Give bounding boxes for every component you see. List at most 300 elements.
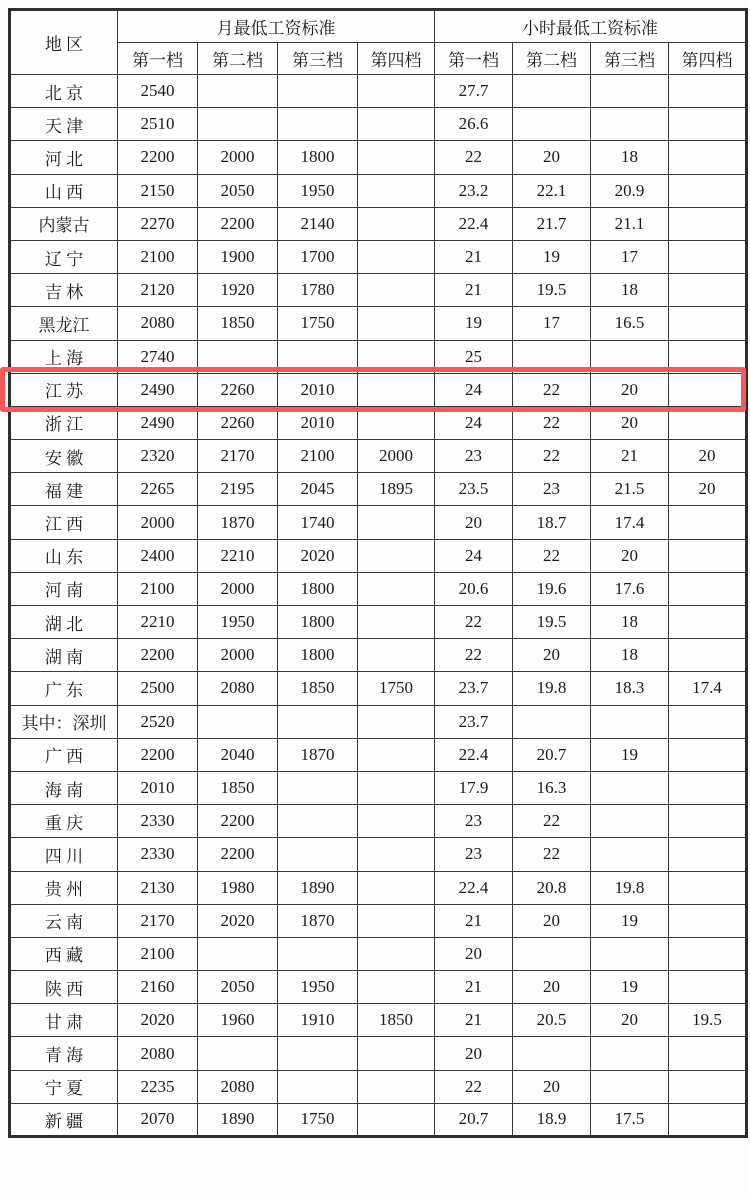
monthly-tier-3-cell: 2020: [278, 539, 358, 572]
hourly-tier-2-cell: 20: [513, 971, 591, 1004]
monthly-tier-4-cell: [358, 75, 435, 108]
monthly-tier-2-cell: 1890: [198, 1103, 278, 1136]
monthly-tier-1-cell: 2200: [118, 738, 198, 771]
table-row: [10, 240, 747, 273]
region-cell: 青 海: [10, 1037, 118, 1070]
hourly-tier-1-cell: 22.4: [435, 871, 513, 904]
hourly-tier-1-cell: 23.7: [435, 672, 513, 705]
region-cell: 河 南: [10, 572, 118, 605]
hourly-tier-1-cell: 24: [435, 539, 513, 572]
hourly-tier-1-cell: 21: [435, 904, 513, 937]
hourly-tier-2-cell: 22: [513, 838, 591, 871]
table-row: [10, 274, 747, 307]
hourly-tier-1-cell: 22.4: [435, 207, 513, 240]
hourly-tier-1-cell: 20: [435, 1037, 513, 1070]
hourly-tier-2-cell: 20.8: [513, 871, 591, 904]
monthly-tier-3-cell: [278, 75, 358, 108]
header-hourly-group: 小时最低工资标准: [435, 10, 747, 43]
hourly-tier-4-cell: [669, 838, 747, 871]
monthly-tier-1-cell: 2330: [118, 805, 198, 838]
hourly-tier-1-cell: 21: [435, 240, 513, 273]
region-cell: 重 庆: [10, 805, 118, 838]
monthly-tier-4-cell: 1850: [358, 1004, 435, 1037]
monthly-tier-1-cell: 2170: [118, 904, 198, 937]
hourly-tier-3-cell: 17.5: [591, 1103, 669, 1136]
monthly-tier-2-cell: 2050: [198, 174, 278, 207]
hourly-tier-4-cell: [669, 240, 747, 273]
monthly-tier-3-cell: 1800: [278, 606, 358, 639]
hourly-tier-2-cell: 17: [513, 307, 591, 340]
region-cell: 云 南: [10, 904, 118, 937]
region-cell: 新 疆: [10, 1103, 118, 1136]
hourly-tier-4-cell: [669, 207, 747, 240]
hourly-tier-2-cell: 22: [513, 440, 591, 473]
monthly-tier-3-cell: 1780: [278, 274, 358, 307]
monthly-tier-4-cell: [358, 838, 435, 871]
monthly-tier-4-cell: [358, 904, 435, 937]
region-cell: 吉 林: [10, 274, 118, 307]
monthly-tier-3-cell: 2010: [278, 373, 358, 406]
hourly-tier-4-cell: [669, 871, 747, 904]
monthly-tier-1-cell: 2200: [118, 141, 198, 174]
hourly-tier-4-cell: [669, 75, 747, 108]
monthly-tier-4-cell: [358, 240, 435, 273]
region-cell: 四 川: [10, 838, 118, 871]
monthly-tier-3-cell: 1750: [278, 1103, 358, 1136]
hourly-tier-2-cell: 19.6: [513, 572, 591, 605]
hourly-tier-4-cell: [669, 572, 747, 605]
monthly-tier-4-cell: [358, 141, 435, 174]
header-hourly-tier-2: 第二档: [513, 43, 591, 75]
hourly-tier-4-cell: [669, 606, 747, 639]
hourly-tier-2-cell: [513, 937, 591, 970]
hourly-tier-2-cell: 20: [513, 1070, 591, 1103]
region-cell: 海 南: [10, 771, 118, 804]
hourly-tier-3-cell: 20: [591, 406, 669, 439]
header-monthly-tier-4: 第四档: [358, 43, 435, 75]
table-row: [10, 1037, 747, 1070]
header-hourly-tier-4: 第四档: [669, 43, 747, 75]
minimum-wage-table: [8, 8, 748, 1138]
monthly-tier-3-cell: 2010: [278, 406, 358, 439]
hourly-tier-3-cell: [591, 1037, 669, 1070]
table-row: [10, 971, 747, 1004]
hourly-tier-4-cell: [669, 971, 747, 1004]
header-monthly-tier-3: 第三档: [278, 43, 358, 75]
monthly-tier-2-cell: 2210: [198, 539, 278, 572]
table-row: [10, 440, 747, 473]
table-row: [10, 871, 747, 904]
table-row: [10, 506, 747, 539]
region-cell: 广 西: [10, 738, 118, 771]
table-row: [10, 805, 747, 838]
monthly-tier-3-cell: [278, 838, 358, 871]
table-row: [10, 373, 747, 406]
header-monthly-group: 月最低工资标准: [118, 10, 435, 43]
monthly-tier-3-cell: 1800: [278, 141, 358, 174]
hourly-tier-2-cell: 20: [513, 904, 591, 937]
monthly-tier-1-cell: 2320: [118, 440, 198, 473]
monthly-tier-2-cell: 2260: [198, 406, 278, 439]
monthly-tier-4-cell: [358, 108, 435, 141]
monthly-tier-1-cell: 2210: [118, 606, 198, 639]
hourly-tier-3-cell: [591, 838, 669, 871]
table-row: [10, 406, 747, 439]
hourly-tier-4-cell: [669, 904, 747, 937]
monthly-tier-4-cell: [358, 1037, 435, 1070]
monthly-tier-1-cell: 2490: [118, 406, 198, 439]
monthly-tier-4-cell: [358, 406, 435, 439]
hourly-tier-1-cell: 24: [435, 373, 513, 406]
hourly-tier-1-cell: 22: [435, 639, 513, 672]
table-row: [10, 639, 747, 672]
header-region: 地 区: [10, 10, 118, 75]
monthly-tier-2-cell: 2195: [198, 473, 278, 506]
hourly-tier-1-cell: 24: [435, 406, 513, 439]
hourly-tier-1-cell: 26.6: [435, 108, 513, 141]
monthly-tier-2-cell: [198, 340, 278, 373]
table-row: [10, 539, 747, 572]
region-cell: 黑龙江: [10, 307, 118, 340]
monthly-tier-3-cell: 2045: [278, 473, 358, 506]
monthly-tier-2-cell: 2050: [198, 971, 278, 1004]
hourly-tier-2-cell: 18.7: [513, 506, 591, 539]
hourly-tier-2-cell: 20.5: [513, 1004, 591, 1037]
hourly-tier-3-cell: 17.6: [591, 572, 669, 605]
table-row: [10, 672, 747, 705]
monthly-tier-1-cell: 2000: [118, 506, 198, 539]
region-cell: 上 海: [10, 340, 118, 373]
hourly-tier-3-cell: [591, 1070, 669, 1103]
table-row: [10, 207, 747, 240]
hourly-tier-2-cell: 22: [513, 406, 591, 439]
monthly-tier-3-cell: 1800: [278, 639, 358, 672]
monthly-tier-1-cell: 2080: [118, 1037, 198, 1070]
monthly-tier-3-cell: 1750: [278, 307, 358, 340]
hourly-tier-1-cell: 22: [435, 141, 513, 174]
hourly-tier-2-cell: 20: [513, 639, 591, 672]
monthly-tier-3-cell: [278, 705, 358, 738]
monthly-tier-4-cell: [358, 639, 435, 672]
monthly-tier-4-cell: [358, 1070, 435, 1103]
hourly-tier-4-cell: [669, 1103, 747, 1136]
monthly-tier-3-cell: [278, 340, 358, 373]
monthly-tier-4-cell: [358, 705, 435, 738]
monthly-tier-1-cell: 2235: [118, 1070, 198, 1103]
hourly-tier-2-cell: [513, 705, 591, 738]
region-cell: 甘 肃: [10, 1004, 118, 1037]
hourly-tier-1-cell: 22: [435, 606, 513, 639]
monthly-tier-2-cell: 1950: [198, 606, 278, 639]
monthly-tier-1-cell: 2010: [118, 771, 198, 804]
monthly-tier-2-cell: 2000: [198, 572, 278, 605]
hourly-tier-2-cell: 22: [513, 373, 591, 406]
monthly-tier-4-cell: [358, 373, 435, 406]
region-cell: 湖 南: [10, 639, 118, 672]
table-row: [10, 606, 747, 639]
monthly-tier-1-cell: 2200: [118, 639, 198, 672]
region-cell: 其中：深圳: [10, 705, 118, 738]
hourly-tier-1-cell: 27.7: [435, 75, 513, 108]
monthly-tier-3-cell: [278, 805, 358, 838]
monthly-tier-4-cell: 1750: [358, 672, 435, 705]
hourly-tier-3-cell: 19: [591, 971, 669, 1004]
table-row: [10, 572, 747, 605]
monthly-tier-1-cell: 2400: [118, 539, 198, 572]
monthly-tier-1-cell: 2100: [118, 240, 198, 273]
hourly-tier-2-cell: [513, 340, 591, 373]
monthly-tier-2-cell: 1920: [198, 274, 278, 307]
monthly-tier-2-cell: [198, 108, 278, 141]
monthly-tier-4-cell: [358, 771, 435, 804]
hourly-tier-1-cell: 20.7: [435, 1103, 513, 1136]
hourly-tier-1-cell: 20: [435, 937, 513, 970]
monthly-tier-4-cell: 1895: [358, 473, 435, 506]
region-cell: 河 北: [10, 141, 118, 174]
hourly-tier-1-cell: 19: [435, 307, 513, 340]
region-cell: 安 徽: [10, 440, 118, 473]
monthly-tier-4-cell: [358, 307, 435, 340]
monthly-tier-1-cell: 2500: [118, 672, 198, 705]
hourly-tier-4-cell: [669, 805, 747, 838]
monthly-tier-2-cell: [198, 705, 278, 738]
table-row: [10, 307, 747, 340]
table-row: [10, 937, 747, 970]
monthly-tier-2-cell: 2200: [198, 805, 278, 838]
hourly-tier-1-cell: 20.6: [435, 572, 513, 605]
hourly-tier-3-cell: 20: [591, 539, 669, 572]
hourly-tier-1-cell: 21: [435, 274, 513, 307]
hourly-tier-4-cell: [669, 406, 747, 439]
hourly-tier-2-cell: 23: [513, 473, 591, 506]
table-row: [10, 141, 747, 174]
header-monthly-tier-1: 第一档: [118, 43, 198, 75]
hourly-tier-1-cell: 23: [435, 440, 513, 473]
monthly-tier-4-cell: [358, 871, 435, 904]
monthly-tier-2-cell: 1850: [198, 771, 278, 804]
hourly-tier-2-cell: 19.5: [513, 606, 591, 639]
monthly-tier-2-cell: [198, 937, 278, 970]
monthly-tier-2-cell: [198, 75, 278, 108]
header-hourly-tier-1: 第一档: [435, 43, 513, 75]
hourly-tier-1-cell: 20: [435, 506, 513, 539]
region-cell: 天 津: [10, 108, 118, 141]
monthly-tier-3-cell: 1950: [278, 971, 358, 1004]
table-row: [10, 904, 747, 937]
table-row: [10, 1103, 747, 1136]
monthly-tier-2-cell: 2080: [198, 672, 278, 705]
monthly-tier-3-cell: 1870: [278, 738, 358, 771]
hourly-tier-4-cell: [669, 738, 747, 771]
hourly-tier-4-cell: [669, 1070, 747, 1103]
hourly-tier-1-cell: 21: [435, 971, 513, 1004]
hourly-tier-2-cell: 19.8: [513, 672, 591, 705]
hourly-tier-2-cell: [513, 75, 591, 108]
hourly-tier-2-cell: 22: [513, 539, 591, 572]
hourly-tier-2-cell: [513, 108, 591, 141]
hourly-tier-4-cell: [669, 108, 747, 141]
monthly-tier-3-cell: 2100: [278, 440, 358, 473]
hourly-tier-3-cell: 21.1: [591, 207, 669, 240]
hourly-tier-2-cell: [513, 1037, 591, 1070]
monthly-tier-1-cell: 2160: [118, 971, 198, 1004]
monthly-tier-3-cell: [278, 1070, 358, 1103]
monthly-tier-3-cell: [278, 771, 358, 804]
monthly-tier-1-cell: 2100: [118, 937, 198, 970]
hourly-tier-4-cell: 20: [669, 473, 747, 506]
monthly-tier-1-cell: 2540: [118, 75, 198, 108]
hourly-tier-3-cell: 18.3: [591, 672, 669, 705]
region-cell: 内蒙古: [10, 207, 118, 240]
table-row: [10, 738, 747, 771]
table-row: [10, 838, 747, 871]
table-row: [10, 1070, 747, 1103]
hourly-tier-2-cell: 21.7: [513, 207, 591, 240]
hourly-tier-2-cell: 20.7: [513, 738, 591, 771]
monthly-tier-4-cell: 2000: [358, 440, 435, 473]
hourly-tier-1-cell: 25: [435, 340, 513, 373]
hourly-tier-3-cell: [591, 805, 669, 838]
monthly-tier-3-cell: 1950: [278, 174, 358, 207]
hourly-tier-3-cell: 21: [591, 440, 669, 473]
hourly-tier-4-cell: [669, 274, 747, 307]
monthly-tier-3-cell: 1700: [278, 240, 358, 273]
table-row: [10, 705, 747, 738]
hourly-tier-4-cell: 20: [669, 440, 747, 473]
hourly-tier-3-cell: 20.9: [591, 174, 669, 207]
table-row: [10, 1004, 747, 1037]
hourly-tier-3-cell: 19.8: [591, 871, 669, 904]
hourly-tier-1-cell: 21: [435, 1004, 513, 1037]
hourly-tier-4-cell: [669, 705, 747, 738]
monthly-tier-1-cell: 2270: [118, 207, 198, 240]
hourly-tier-3-cell: 17: [591, 240, 669, 273]
hourly-tier-4-cell: 17.4: [669, 672, 747, 705]
monthly-tier-1-cell: 2120: [118, 274, 198, 307]
table-row: [10, 108, 747, 141]
monthly-tier-1-cell: 2150: [118, 174, 198, 207]
hourly-tier-4-cell: [669, 307, 747, 340]
hourly-tier-3-cell: 16.5: [591, 307, 669, 340]
monthly-tier-1-cell: 2520: [118, 705, 198, 738]
monthly-tier-2-cell: 2080: [198, 1070, 278, 1103]
monthly-tier-2-cell: 2000: [198, 141, 278, 174]
table-row: [10, 473, 747, 506]
region-cell: 广 东: [10, 672, 118, 705]
hourly-tier-2-cell: 20: [513, 141, 591, 174]
region-cell: 江 西: [10, 506, 118, 539]
hourly-tier-4-cell: [669, 639, 747, 672]
region-cell: 山 东: [10, 539, 118, 572]
hourly-tier-2-cell: 16.3: [513, 771, 591, 804]
monthly-tier-1-cell: 2130: [118, 871, 198, 904]
header-group-row: [10, 10, 747, 43]
hourly-tier-3-cell: 18: [591, 141, 669, 174]
monthly-tier-2-cell: 1900: [198, 240, 278, 273]
monthly-tier-2-cell: 2170: [198, 440, 278, 473]
monthly-tier-3-cell: 2140: [278, 207, 358, 240]
header-tier-row: [10, 43, 747, 75]
monthly-tier-3-cell: 1870: [278, 904, 358, 937]
region-cell: 福 建: [10, 473, 118, 506]
hourly-tier-4-cell: [669, 771, 747, 804]
monthly-tier-1-cell: 2100: [118, 572, 198, 605]
hourly-tier-1-cell: 23.2: [435, 174, 513, 207]
monthly-tier-3-cell: [278, 108, 358, 141]
region-cell: 宁 夏: [10, 1070, 118, 1103]
monthly-tier-4-cell: [358, 937, 435, 970]
monthly-tier-1-cell: 2080: [118, 307, 198, 340]
region-cell: 山 西: [10, 174, 118, 207]
hourly-tier-4-cell: [669, 141, 747, 174]
monthly-tier-2-cell: [198, 1037, 278, 1070]
monthly-tier-2-cell: 2020: [198, 904, 278, 937]
region-cell: 北 京: [10, 75, 118, 108]
region-cell: 西 藏: [10, 937, 118, 970]
region-cell: 江 苏: [10, 373, 118, 406]
monthly-tier-3-cell: 1740: [278, 506, 358, 539]
hourly-tier-4-cell: [669, 539, 747, 572]
monthly-tier-3-cell: [278, 937, 358, 970]
hourly-tier-4-cell: [669, 340, 747, 373]
hourly-tier-1-cell: 17.9: [435, 771, 513, 804]
monthly-tier-4-cell: [358, 506, 435, 539]
hourly-tier-2-cell: 19: [513, 240, 591, 273]
hourly-tier-1-cell: 23: [435, 838, 513, 871]
monthly-tier-3-cell: [278, 1037, 358, 1070]
table-row: [10, 174, 747, 207]
hourly-tier-3-cell: [591, 771, 669, 804]
hourly-tier-3-cell: [591, 108, 669, 141]
monthly-tier-1-cell: 2510: [118, 108, 198, 141]
monthly-tier-4-cell: [358, 539, 435, 572]
table-row: [10, 771, 747, 804]
header-hourly-tier-3: 第三档: [591, 43, 669, 75]
header-monthly-tier-2: 第二档: [198, 43, 278, 75]
hourly-tier-4-cell: [669, 937, 747, 970]
hourly-tier-4-cell: [669, 506, 747, 539]
hourly-tier-2-cell: 18.9: [513, 1103, 591, 1136]
hourly-tier-4-cell: [669, 174, 747, 207]
monthly-tier-4-cell: [358, 340, 435, 373]
hourly-tier-1-cell: 23.5: [435, 473, 513, 506]
region-cell: 贵 州: [10, 871, 118, 904]
monthly-tier-3-cell: 1910: [278, 1004, 358, 1037]
monthly-tier-2-cell: 2040: [198, 738, 278, 771]
monthly-tier-2-cell: 1960: [198, 1004, 278, 1037]
hourly-tier-1-cell: 22.4: [435, 738, 513, 771]
monthly-tier-2-cell: 2200: [198, 838, 278, 871]
monthly-tier-4-cell: [358, 1103, 435, 1136]
monthly-tier-1-cell: 2020: [118, 1004, 198, 1037]
region-cell: 浙 江: [10, 406, 118, 439]
monthly-tier-4-cell: [358, 572, 435, 605]
monthly-tier-2-cell: 1850: [198, 307, 278, 340]
hourly-tier-3-cell: 20: [591, 373, 669, 406]
monthly-tier-3-cell: 1850: [278, 672, 358, 705]
monthly-tier-2-cell: 1980: [198, 871, 278, 904]
hourly-tier-3-cell: 20: [591, 1004, 669, 1037]
hourly-tier-3-cell: 18: [591, 606, 669, 639]
hourly-tier-3-cell: [591, 937, 669, 970]
monthly-tier-1-cell: 2490: [118, 373, 198, 406]
monthly-tier-4-cell: [358, 971, 435, 1004]
monthly-tier-2-cell: 1870: [198, 506, 278, 539]
region-cell: 辽 宁: [10, 240, 118, 273]
monthly-tier-3-cell: 1800: [278, 572, 358, 605]
table-row: [10, 75, 747, 108]
hourly-tier-1-cell: 23: [435, 805, 513, 838]
